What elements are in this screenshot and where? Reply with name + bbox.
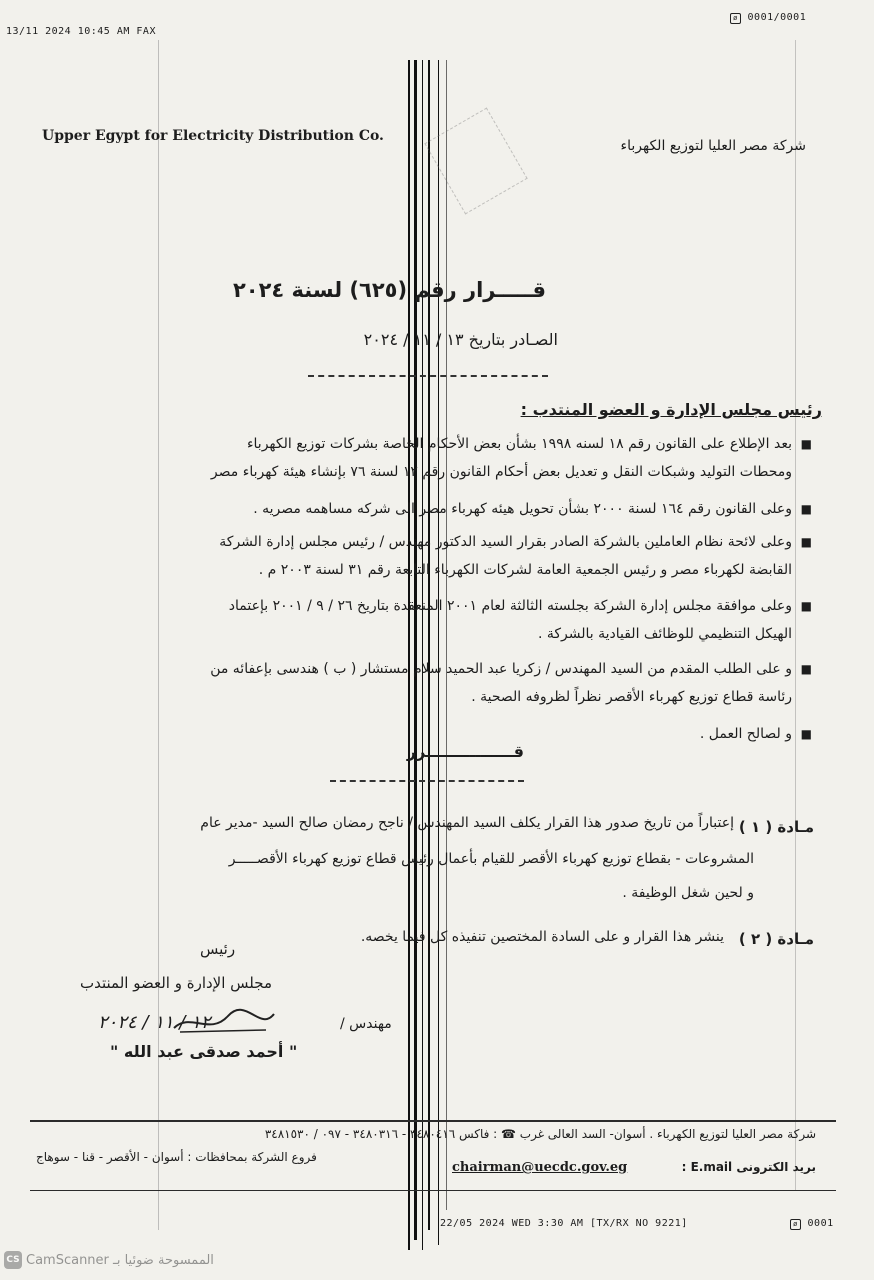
signature-title-2: مجلس الإدارة و العضو المنتدب xyxy=(80,974,272,992)
bullet-line: القابضة لكهرباء مصر و رئيس الجمعية العامة لشركات الكهرباء التابعة رقم ٣١ لسنة ٢٠٠٣ م . xyxy=(258,562,792,578)
decision-date: الصـادر بتاريخ ١٣ / ١١ / ٢٠٢٤ xyxy=(363,330,558,349)
bullet-marker: ■ xyxy=(800,727,812,741)
company-name-arabic: شركة مصر العليا لتوزيع الكهرباء xyxy=(620,138,806,154)
article-line: المشروعات - بقطاع توزيع كهرباء الأقصر للقيام بأعمال رئيس قطاع توزيع كهرباء الأقصـــــر xyxy=(228,851,754,867)
decides-dashed-rule xyxy=(330,780,524,782)
bullet-line: رئاسة قطاع توزيع كهرباء الأقصر نظراً لظروفه الصحية . xyxy=(471,689,792,705)
footer-email-link[interactable]: chairman@uecdc.gov.eg xyxy=(452,1160,628,1175)
decides-heading: قــــــــــــــــرر xyxy=(406,742,524,761)
footer-email-label: بريد الكترونى E.mail : xyxy=(681,1160,816,1174)
title-dashed-rule xyxy=(308,375,548,377)
article-2 xyxy=(54,922,814,952)
bullet-marker: ■ xyxy=(800,599,812,613)
article-label: مـادة ( ١ ) xyxy=(738,818,814,836)
bullet-marker: ■ xyxy=(800,437,812,451)
scan-edge-line-right xyxy=(795,40,796,1190)
signatory-name: " أحمد صدقى عبد الله " xyxy=(110,1042,298,1061)
signature-engineer-label: مهندس / xyxy=(340,1016,392,1032)
fax-page-icon: ø xyxy=(790,1219,801,1230)
decision-title: قـــــرار رقم (٦٢٥) لسنة ٢٠٢٤ xyxy=(232,278,546,302)
bullet-marker: ■ xyxy=(800,662,812,676)
bullet-line: بعد الإطلاع على القانون رقم ١٨ لسنه ١٩٩٨ بشأن بعض الأحكام الخاصة بشركات توزيع الكهرباء xyxy=(246,436,792,452)
camscanner-logo-icon: CS xyxy=(4,1251,22,1269)
bullet-item xyxy=(52,430,812,486)
bullet-line: الهيكل التنظيمي للوظائف القيادية بالشركة . xyxy=(537,626,792,642)
signature-title-1: رئيس xyxy=(200,940,236,958)
bullet-line: وعلى لائحة نظام العاملين بالشركة الصادر بقرار السيد الدكتور مهندس / رئيس مجلس إدارة الشركة xyxy=(219,534,792,550)
handwritten-signature-date: ١٢ / ١١ / ٢٠٢٤ xyxy=(98,1012,211,1033)
article-label: مـادة ( ٢ ) xyxy=(738,930,814,948)
bullet-line: ومحطات التوليد وشبكات النقل و تعديل بعض أحكام القانون رقم ١٢ لسنة ٧٦ بإنشاء هيئة كهرباء مصر xyxy=(210,464,792,480)
handwritten-signature-icon xyxy=(170,1006,280,1038)
bullet-item xyxy=(52,592,812,648)
company-name-english: Upper Egypt for Electricity Distribution Co. xyxy=(42,128,384,144)
article-1 xyxy=(54,808,814,908)
fax-header-page-count xyxy=(730,12,806,24)
fax-page-icon: ø xyxy=(730,13,741,24)
bullet-line: وعلى القانون رقم ١٦٤ لسنة ٢٠٠٠ بشأن تحويل هيئه كهرباء مصر الى شركه مساهمه مصريه . xyxy=(253,501,792,517)
fax-footer-transmission: 22/05 2024 WED 3:30 AM [TX/RX NO 9221] xyxy=(440,1218,688,1229)
bullet-item xyxy=(52,495,812,523)
article-line: إعتباراً من تاريخ صدور هذا القرار يكلف السيد المهندس / ناجح رمضان صالح السيد -مدير عام xyxy=(200,815,734,831)
bullet-line: و على الطلب المقدم من السيد المهندس / زكريا عبد الحميد سلام مستشار ( ب ) هندسى بإعفائه من xyxy=(210,661,792,677)
issuer-heading: رئيس مجلس الإدارة و العضو المنتدب : xyxy=(520,400,822,419)
article-line: و لحين شغل الوظيفة . xyxy=(622,885,754,901)
fax-header-timestamp: 13/11 2024 10:45 AM FAX xyxy=(6,26,156,37)
camscanner-watermark-text: CamScanner الممسوحة ضوئيا بـ xyxy=(26,1252,214,1268)
fax-footer-page xyxy=(790,1218,834,1230)
bullet-item xyxy=(52,528,812,584)
article-line: ينشر هذا القرار و على السادة المختصين تنفيذه كل فيما يخصه. xyxy=(360,929,724,945)
bullet-marker: ■ xyxy=(800,535,812,549)
footer-branches: فروع الشركة بمحافظات : أسوان - الأقصر - قنا - سوهاج xyxy=(36,1150,317,1164)
camscanner-watermark xyxy=(4,1250,214,1270)
fax-page-count-text: 0001/0001 xyxy=(747,12,807,23)
footer-rule-top xyxy=(30,1120,836,1122)
bullet-line: و لصالح العمل . xyxy=(699,726,792,742)
footer-rule-bottom xyxy=(30,1190,836,1191)
bullet-line: وعلى موافقة مجلس إدارة الشركة بجلسته الثالثة لعام ٢٠٠١ المنعقدة بتاريخ ٢٦ / ٩ / ٢٠٠١ بإعتماد xyxy=(228,598,792,614)
bullet-item xyxy=(52,655,812,711)
bullet-marker: ■ xyxy=(800,502,812,516)
footer-address: شركة مصر العليا لتوزيع الكهرباء . أسوان- السد العالى غرب ☎ : فاكس ٣٤٨٠٤١٦ - ٣٤٨٠٣١٦ - ٠٩٧ / ٣٤٨١٥٣٠ xyxy=(264,1127,816,1141)
fax-footer-page-text: 0001 xyxy=(807,1218,834,1229)
